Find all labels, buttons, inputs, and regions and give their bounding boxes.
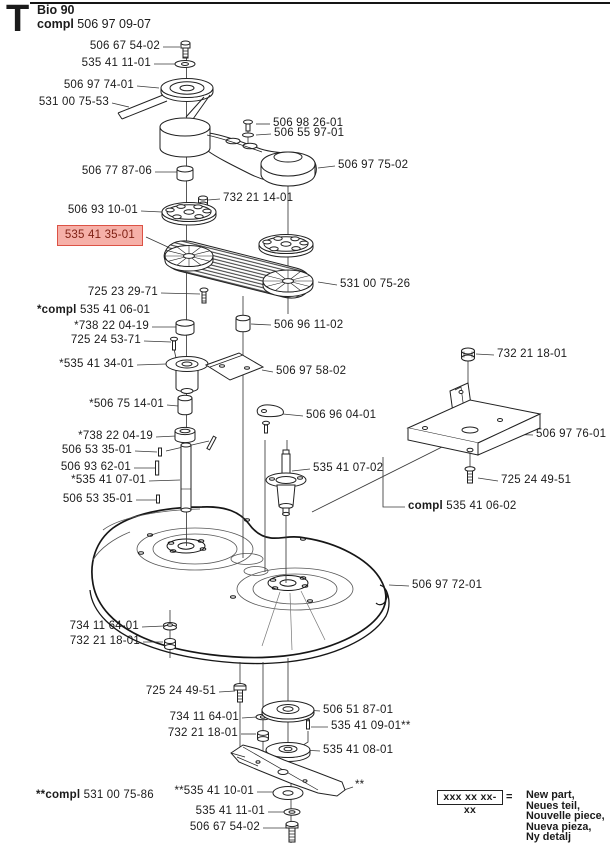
legend-pattern-box: xxx xx xx-xx: [437, 790, 503, 805]
part-label: **: [355, 779, 365, 791]
part-label: 732 21 18-01: [69, 635, 140, 647]
part-label: 732 21 18-01: [167, 727, 238, 739]
part-label: 506 96 11-02: [274, 319, 344, 331]
part-label: 732 21 18-01: [497, 348, 568, 360]
legend-line: New part,: [526, 789, 575, 801]
part-label: *compl 535 41 06-01: [37, 304, 151, 316]
mounting-bracket: [408, 383, 540, 455]
part-label: 732 21 14-01: [223, 192, 294, 204]
blade-washer-small: [284, 809, 300, 815]
part-label: 535 41 09-01**: [331, 720, 411, 732]
part-label: 506 53 35-01: [61, 444, 132, 456]
part-label: 506 97 75-02: [338, 159, 409, 171]
legend-equals-sign: =: [506, 791, 513, 803]
spacer-96-11: [236, 315, 250, 332]
part-label: **535 41 10-01: [174, 785, 254, 797]
part-label: *506 75 14-01: [89, 398, 164, 410]
part-label: 535 41 11-01: [195, 805, 265, 817]
bolt-under-deck: [234, 684, 246, 703]
bushing-upper: [176, 320, 194, 335]
part-label: 531 00 75-26: [340, 278, 411, 290]
part-label: *535 41 34-01: [59, 358, 134, 370]
spindle-assembly: [266, 450, 306, 516]
top-washer: [175, 61, 195, 68]
nut-under-deck: [258, 731, 269, 742]
part-label: 725 24 53-71: [70, 334, 141, 346]
legend-line: Ny detalj: [526, 831, 572, 843]
bracket-screw: [465, 467, 475, 483]
blade-pin: [307, 719, 310, 729]
part-label: 506 96 04-01: [306, 409, 377, 421]
spindle-shaft: [181, 443, 191, 512]
legend-line: Neues teil,: [526, 799, 581, 812]
part-label: 535 41 07-02: [313, 462, 384, 474]
screw-725-24-53: [171, 337, 178, 350]
sleeve-506-75: [178, 395, 192, 415]
flat-pulley-right: [259, 235, 313, 258]
part-label: 506 55 97-01: [274, 127, 345, 139]
deck-nut-left: [165, 639, 176, 650]
bearing-housing: [166, 357, 208, 394]
flat-pulley-left: [162, 203, 216, 226]
spacer-sleeve: [177, 166, 193, 181]
compl-number: 506 97 09-07: [77, 17, 151, 31]
part-label: 734 11 64-01: [69, 620, 139, 632]
legend-translations: [526, 790, 605, 843]
part-label: *738 22 04-19: [78, 430, 153, 442]
deck-washer-left: [164, 623, 177, 631]
part-label: 506 67 54-02: [89, 40, 160, 52]
engine-pulley: [161, 79, 213, 102]
guard-plate: [206, 353, 263, 380]
ribbed-pulley-right: [263, 270, 313, 297]
legend-line: Nouvelle piece,: [526, 810, 605, 822]
part-label: 531 00 75-53: [38, 96, 109, 108]
part-label-highlighted: 535 41 35-01: [57, 225, 143, 246]
part-label: 506 97 72-01: [412, 579, 483, 591]
bushing-lower: [175, 427, 195, 442]
part-label: *535 41 07-01: [71, 474, 146, 486]
part-label: 506 53 35-01: [62, 493, 133, 505]
part-label: 725 24 49-51: [501, 474, 572, 486]
legend-line: Nueva pieza,: [526, 820, 592, 833]
part-label: 506 93 10-01: [67, 204, 138, 216]
part-label: 506 98 26-01: [273, 117, 344, 129]
part-label: compl 535 41 06-02: [408, 500, 517, 512]
cover-screw: [243, 120, 254, 137]
part-label: 725 24 49-51: [145, 685, 216, 697]
part-label: 535 41 08-01: [323, 744, 394, 756]
model-title: Bio 90: [37, 3, 75, 17]
hex-nut-right: [462, 348, 475, 361]
part-label: 506 97 58-02: [276, 365, 347, 377]
part-label: 734 11 64-01: [169, 711, 239, 723]
part-label: 506 67 54-02: [189, 821, 260, 833]
part-label: 506 77 87-06: [81, 165, 152, 177]
part-label: 506 93 62-01: [60, 461, 131, 473]
part-label: *738 22 04-19: [74, 320, 149, 332]
part-label: 506 97 76-01: [536, 428, 607, 440]
part-label: 506 51 87-01: [323, 704, 394, 716]
section-letter: T: [6, 0, 30, 40]
assembly-number: [37, 17, 151, 31]
belt-guide-clip: [257, 405, 283, 433]
compl-prefix: compl: [37, 17, 74, 31]
blade-washer-large: [273, 787, 303, 800]
ribbed-pulley-left: [165, 246, 213, 272]
screw-725-23: [200, 288, 208, 303]
part-label: 506 97 74-01: [63, 79, 134, 91]
top-bolt: [181, 41, 190, 58]
cup-washer: [262, 701, 314, 722]
header-rule: [30, 2, 610, 4]
part-label: 535 41 11-01: [81, 57, 151, 69]
blade-bolt: [286, 821, 298, 842]
part-label: **compl 531 00 75-86: [36, 789, 154, 801]
part-label: 725 23 29-71: [87, 286, 158, 298]
